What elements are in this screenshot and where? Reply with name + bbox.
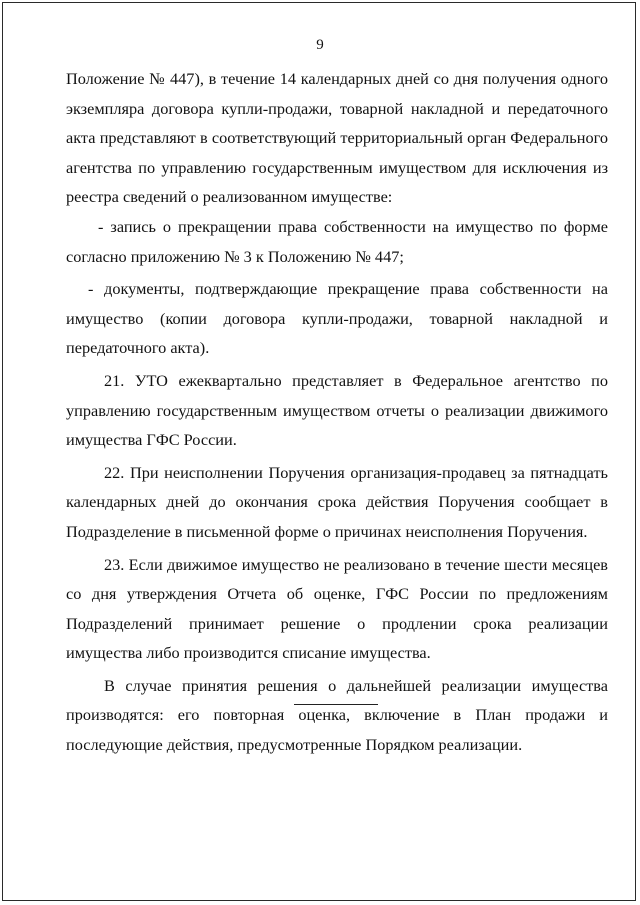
clause-22: 22. При неисполнении Поручения организация-продавец за пятнадцать календарных дней до окончания срока действия Поручения сообщает в Подразделение в письменной форме о причинах неисполнения Поручения. <box>66 462 608 541</box>
list-item-supporting-documents: - документы, подтверждающие прекращение права собственности на имущество (копии договора купли-продажи, товарной накладной и передаточного акта). <box>66 279 608 358</box>
clause-23: 23. Если движимое имущество не реализовано в течение шести месяцев со дня утверждения Отчета об оценке, ГФС России по предложениям Подразделений принимает решение о продлении срока реализации имущества либо производится списание имущества. <box>66 554 608 663</box>
list-item-ownership-record: - запись о прекращении права собственности на имущество по форме согласно приложению № 3 к Положению № 447; <box>66 216 608 266</box>
clause-21: 21. УТО ежеквартально представляет в Федеральное агентство по управлению государственным имуществом отчеты о реализации движимого имущества ГФС России. <box>66 370 608 450</box>
end-of-document-line <box>294 704 378 705</box>
closing-paragraph: В случае принятия решения о дальнейшей реализации имущества производятся: его повторная оценка, включение в План продажи и последующие действия, предусмотренные Порядком реализации. <box>66 675 608 755</box>
page-number: 9 <box>316 37 324 53</box>
document-body <box>66 64 608 760</box>
intro-paragraph: Положение № 447), в течение 14 календарных дней со дня получения одного экземпляра договора купли-продажи, товарной накладной и передаточного акта представляют в соответствующий территориальный орган Федерального агентства по управлению государственным имуществом для исключения из реестра сведений о реализованном имуществе: <box>66 69 608 207</box>
